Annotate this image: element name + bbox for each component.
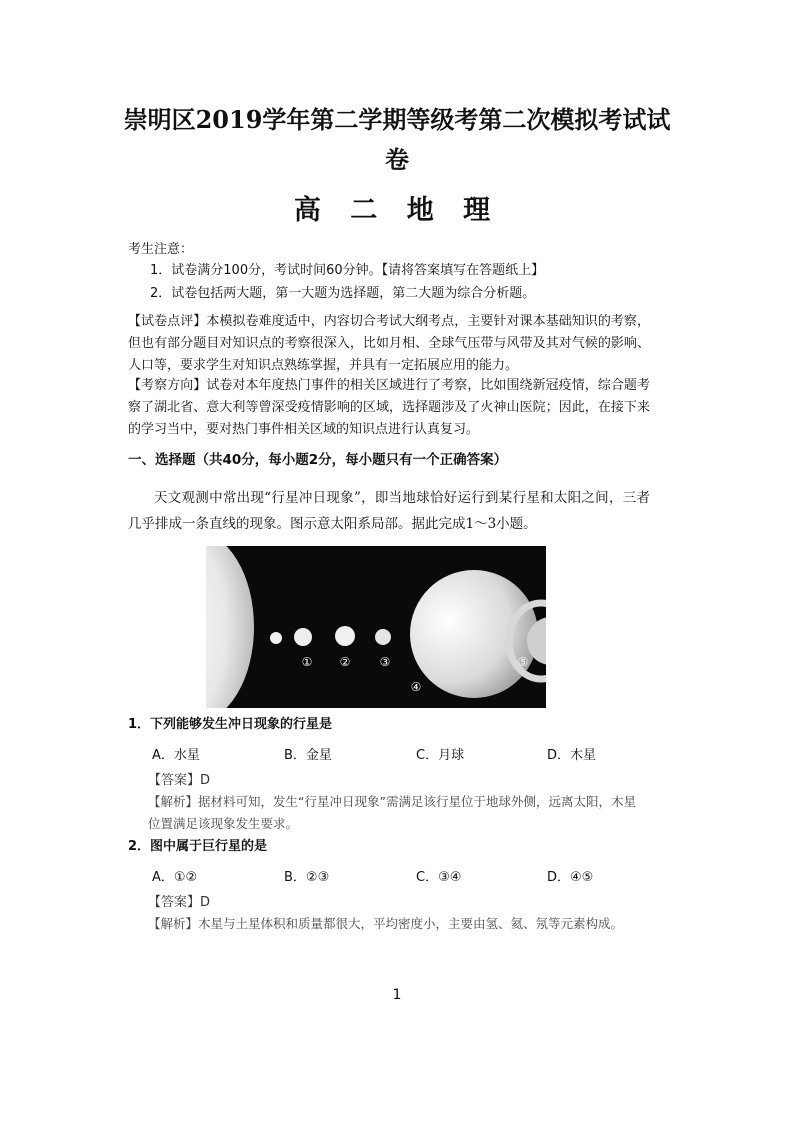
exam-title-line1: 崇明区2019学年第二学期等级考第二次模拟考试试	[123, 105, 671, 134]
exam-subject: 高 二 地 理	[293, 195, 501, 226]
exam-title-line2: 卷	[385, 145, 409, 174]
notice-item-2: 2．试卷包括两大题，第一大题为选择题，第二大题为综合分析题。	[150, 286, 536, 301]
question-2-option-c: C．③④	[416, 870, 462, 885]
question-1-option-c: C．月球	[416, 748, 465, 763]
direction-paragraph	[128, 375, 650, 441]
question-2-answer: 【答案】D	[148, 895, 211, 910]
label-1: ①	[301, 655, 313, 669]
planet-mars	[375, 629, 391, 645]
direction-label: 【考察方向】	[128, 378, 207, 393]
label-4: ④	[410, 680, 422, 694]
review-label: 【试卷点评】	[128, 314, 207, 329]
question-1-stem: 1．下列能够发生冲日现象的行星是	[128, 717, 333, 732]
planet-jupiter	[410, 570, 538, 698]
planet-venus	[294, 628, 312, 646]
label-5: ⑤	[517, 655, 529, 669]
question-1-analysis: 【解析】据材料可知，发生“行星冲日现象”需满足该行星位于地球外侧，远离太阳，木星位置满足该现象发生要求。	[148, 794, 636, 831]
solar-system-figure	[206, 546, 546, 708]
label-3: ③	[379, 655, 391, 669]
question-1-answer: 【答案】D	[148, 773, 211, 788]
review-paragraph	[128, 311, 650, 377]
notice-heading: 考生注意：	[128, 242, 194, 257]
question-2-stem: 2．图中属于巨行星的是	[128, 839, 268, 854]
planet-mercury	[270, 632, 282, 644]
section1-heading: 一、选择题（共40分，每小题2分，每小题只有一个正确答案）	[128, 452, 508, 468]
sun-shape	[206, 546, 254, 708]
question-1-option-d: D．木星	[547, 748, 597, 763]
notice-item-1: 1．试卷满分100分，考试时间60分钟。【请将答案填写在答题纸上】	[150, 263, 545, 278]
question-2-option-d: D．④⑤	[547, 870, 594, 885]
question-1-option-a: A．水星	[152, 748, 200, 763]
question-2-option-a: A．①②	[152, 870, 198, 885]
planet-earth	[335, 626, 355, 646]
direction-text: 试卷对本年度热门事件的相关区域进行了考察，比如围绕新冠疫情，综合题考察了湖北省、意大利等曾深受疫情影响的区域，选择题涉及了火神山医院；因此，在接下来的学习当中，要对热门事件相关区域的知识点进行认真复习。	[128, 378, 650, 437]
solar-system-illustration	[206, 546, 546, 708]
label-2: ②	[339, 655, 351, 669]
review-text: 本模拟卷难度适中，内容切合考试大纲考点，主要针对课本基础知识的考察，但也有部分题目对知识点的考察很深入，比如月相、全球气压带与风带及其对气候的影响、人口等，要求学生对知识点熟练掌握，并具有一定拓展应用的能力。	[128, 314, 650, 373]
section1-intro: 天文观测中常出现“行星冲日现象”，即当地球恰好运行到某行星和太阳之间，三者几乎排成一条直线的现象。图示意太阳系局部。据此完成1～3小题。	[128, 490, 650, 532]
question-2-analysis: 【解析】木星与土星体积和质量都很大，平均密度小，主要由氢、氦、氖等元素构成。	[148, 916, 624, 931]
page-number: 1	[392, 987, 402, 1003]
question-1-option-b: B．金星	[284, 748, 332, 763]
question-2-option-b: B．②③	[284, 870, 330, 885]
